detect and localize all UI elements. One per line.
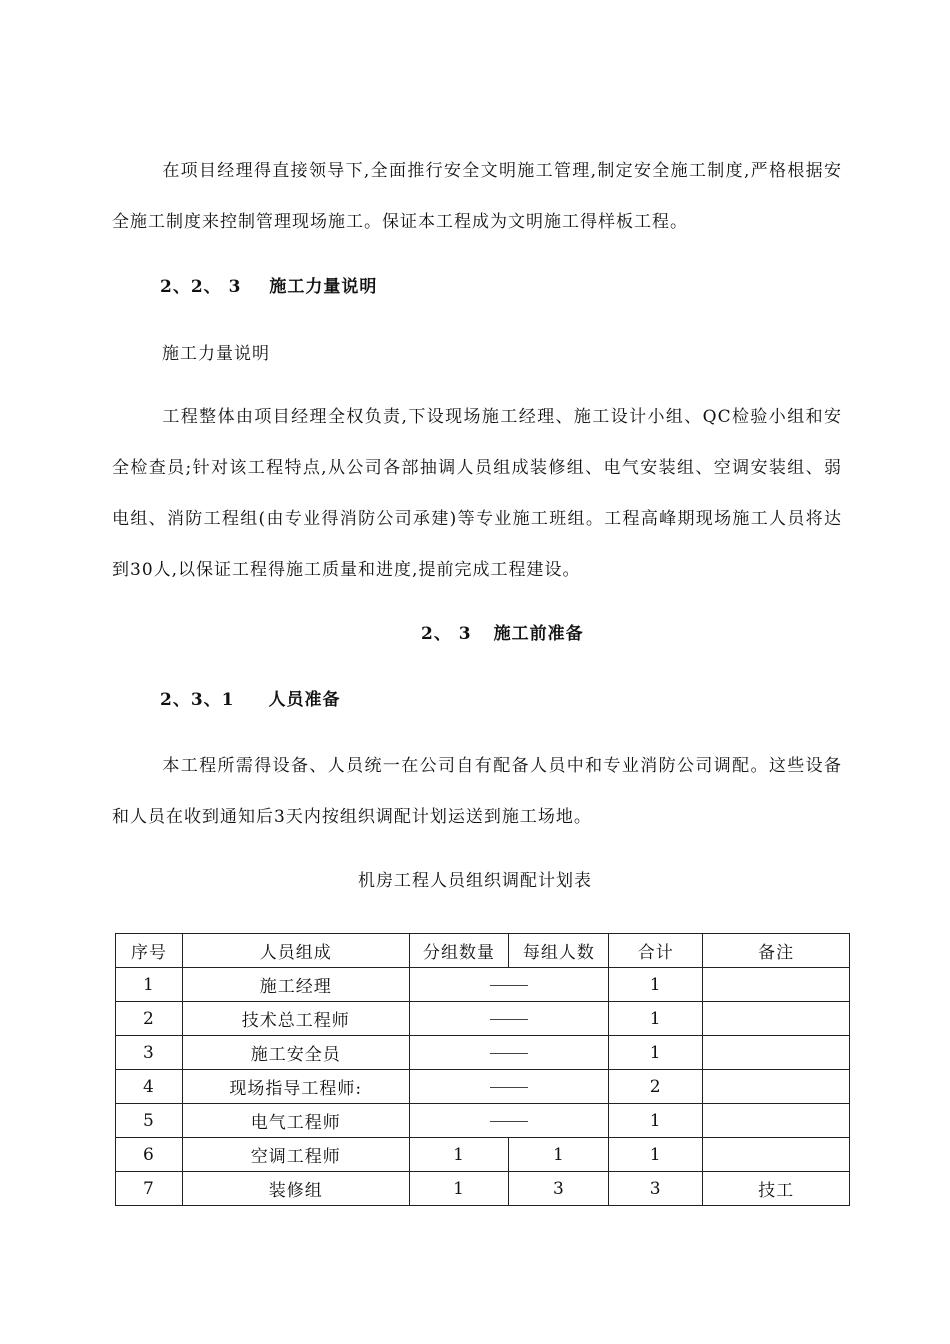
cell-no: 6 [116, 1138, 183, 1172]
table-row [116, 1104, 850, 1138]
header-cell: 备注 [703, 934, 850, 968]
cell-total: 1 [609, 1138, 703, 1172]
cell-total: 1 [609, 1002, 703, 1036]
cell-name: 现场指导工程师: [182, 1070, 409, 1104]
cell-total: 1 [609, 968, 703, 1002]
table-caption: 机房工程人员组织调配计划表 [358, 871, 592, 891]
table-row [116, 1002, 850, 1036]
cell-note [703, 1070, 850, 1104]
table-row [116, 1036, 850, 1070]
heading-number: 2、 3 [421, 624, 472, 644]
cell-no: 2 [116, 1002, 183, 1036]
cell-merged-dash [409, 1070, 609, 1104]
cell-name: 技术总工程师 [182, 1002, 409, 1036]
dash-line [490, 1053, 528, 1054]
cell-note [703, 1104, 850, 1138]
cell-name: 空调工程师 [182, 1138, 409, 1172]
subtitle-force: 施工力量说明 [162, 344, 270, 364]
dash-line [490, 1019, 528, 1020]
cell-no: 4 [116, 1070, 183, 1104]
cell-per-group: 3 [509, 1172, 609, 1206]
cell-name: 施工安全员 [182, 1036, 409, 1070]
heading-title: 人员准备 [268, 690, 341, 710]
paragraph-force: 工程整体由项目经理全权负责,下设现场施工经理、施工设计小组、QC检验小组和安全检查员;针对该工程特点,从公司各部抽调人员组成装修组、电气安装组、空调安装组、弱电组、消防工程组(由专业得消防公司承建)等专业施工班组。工程高峰期现场施工人员将达到30人,以保证工程得施工质量和进度,提前完成工程建设。 [112, 407, 842, 580]
header-cell: 分组数量 [409, 934, 509, 968]
cell-total: 1 [609, 1036, 703, 1070]
cell-name: 装修组 [182, 1172, 409, 1206]
cell-merged-dash [409, 1002, 609, 1036]
cell-name: 电气工程师 [182, 1104, 409, 1138]
staffing-plan-table [115, 933, 850, 1206]
cell-total: 2 [609, 1070, 703, 1104]
header-cell: 人员组成 [182, 934, 409, 968]
heading-title: 施工力量说明 [269, 277, 378, 297]
heading-number: 2、2、 3 [160, 277, 242, 297]
heading-title: 施工前准备 [493, 624, 584, 644]
cell-total: 3 [609, 1172, 703, 1206]
header-cell: 合计 [609, 934, 703, 968]
cell-groups: 1 [409, 1138, 509, 1172]
cell-note [703, 968, 850, 1002]
heading-number: 2、3、1 [160, 690, 235, 710]
table-row [116, 968, 850, 1002]
heading-2-2-3 [160, 275, 377, 299]
cell-note: 技工 [703, 1172, 850, 1206]
dash-line [490, 1121, 528, 1122]
table-header-row [116, 934, 850, 968]
heading-2-3 [421, 622, 584, 646]
cell-groups: 1 [409, 1172, 509, 1206]
table-row [116, 1138, 850, 1172]
heading-2-3-1 [160, 688, 341, 712]
header-cell: 序号 [116, 934, 183, 968]
cell-no: 1 [116, 968, 183, 1002]
cell-note [703, 1002, 850, 1036]
header-cell: 每组人数 [509, 934, 609, 968]
paragraph-staffing: 本工程所需得设备、人员统一在公司自有配备人员中和专业消防公司调配。这些设备和人员在收到通知后3天内按组织调配计划运送到施工场地。 [112, 756, 842, 827]
cell-merged-dash [409, 968, 609, 1002]
cell-no: 3 [116, 1036, 183, 1070]
cell-merged-dash [409, 1036, 609, 1070]
table-row [116, 1172, 850, 1206]
cell-note [703, 1138, 850, 1172]
table-row [116, 1070, 850, 1104]
cell-note [703, 1036, 850, 1070]
dash-line [490, 985, 528, 986]
cell-merged-dash [409, 1104, 609, 1138]
paragraph-safety: 在项目经理得直接领导下,全面推行安全文明施工管理,制定安全施工制度,严格根据安全施工制度来控制管理现场施工。保证本工程成为文明施工得样板工程。 [112, 161, 842, 232]
dash-line [490, 1087, 528, 1088]
cell-no: 7 [116, 1172, 183, 1206]
cell-name: 施工经理 [182, 968, 409, 1002]
cell-per-group: 1 [509, 1138, 609, 1172]
cell-no: 5 [116, 1104, 183, 1138]
cell-total: 1 [609, 1104, 703, 1138]
